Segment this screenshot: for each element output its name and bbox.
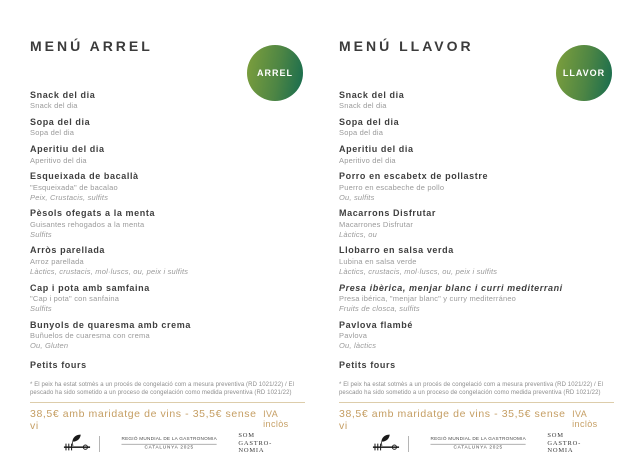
menu-column xyxy=(339,38,614,453)
logo-text xyxy=(417,436,539,451)
footnote: * El peix ha estat sotmès a un procés de congelació com a mesura preventiva (RD 1021/22) / El pescado ha sido sometido a un proceso de congelación como medida preventiva (RD 1021/22) xyxy=(30,381,295,396)
logo-divider xyxy=(99,436,100,452)
item-translation: Guisantes rehogados a la menta xyxy=(30,219,145,229)
item-name: Sopa del dia xyxy=(339,117,400,128)
menu-item xyxy=(30,245,305,276)
item-allergens: Fruits de closca, sulfits xyxy=(339,303,420,313)
item-allergens: Sulfits xyxy=(30,229,52,239)
logo-line2: CATALUNYA 2025 xyxy=(121,444,217,450)
item-allergens: Làctics, ou xyxy=(339,229,378,239)
menu-title: MENÚ LLAVOR xyxy=(339,38,474,54)
item-translation: "Esqueixada" de bacalao xyxy=(30,182,118,192)
menu-badge-label: ARREL xyxy=(257,68,293,78)
item-name: Pavlova flambé xyxy=(339,319,413,330)
item-name: Porro en escabetx de pollastre xyxy=(339,171,489,182)
item-name: Arròs parellada xyxy=(30,245,106,256)
item-name: Aperitiu del dia xyxy=(30,144,105,155)
item-allergens: Ou, sulfits xyxy=(339,192,375,202)
menu-item xyxy=(339,208,614,239)
menu-item xyxy=(339,320,614,351)
item-translation: Sopa del dia xyxy=(30,128,75,138)
menu-item xyxy=(30,360,305,371)
item-name: Pèsols ofegats a la menta xyxy=(30,208,156,219)
logo-line2: CATALUNYA 2025 xyxy=(430,444,526,450)
item-translation: Buñuelos de cuaresma con crema xyxy=(30,330,150,340)
item-name: Aperitiu del dia xyxy=(339,144,414,155)
fork-leaf-logo-icon xyxy=(63,433,91,453)
menu-badge xyxy=(556,45,612,101)
item-translation: Pavlova xyxy=(339,330,368,340)
menu-item xyxy=(339,245,614,276)
menu-items xyxy=(339,90,614,377)
footer-logos xyxy=(30,432,305,453)
menu-title: MENÚ ARREL xyxy=(30,38,153,54)
menu-column xyxy=(30,38,305,453)
item-name: Esqueixada de bacallà xyxy=(30,171,139,182)
menu-item xyxy=(30,171,305,202)
logo-line1: REGIÓ MUNDIAL DE LA GASTRONOMIA xyxy=(121,436,217,442)
menu-item xyxy=(30,117,305,138)
som-gastronomia-wordmark: SOM GASTRO- NOMIA xyxy=(238,432,273,453)
item-translation: Macarrones Disfrutar xyxy=(339,219,414,229)
item-name: Presa ibèrica, menjar blanc i curri mediterrani xyxy=(339,282,563,293)
item-allergens: Làctics, crustacis, mol·luscs, ou, peix i sulfits xyxy=(30,266,189,276)
footer-logos xyxy=(339,432,614,453)
logo-line1: REGIÓ MUNDIAL DE LA GASTRONOMIA xyxy=(430,436,526,442)
item-allergens: Sulfits xyxy=(30,303,52,313)
item-allergens: Ou, Gluten xyxy=(30,340,69,350)
vat-note: IVA inclòs xyxy=(572,409,598,430)
price-separator xyxy=(339,402,614,403)
menu-item xyxy=(339,117,614,138)
menu-badge-label: LLAVOR xyxy=(562,68,606,78)
item-allergens: Làctics, crustacis, mol·luscs, ou, peix i sulfits xyxy=(339,266,498,276)
menu-badge xyxy=(247,45,303,101)
vat-note: IVA inclòs xyxy=(263,409,289,430)
item-translation: Aperitivo del dia xyxy=(30,155,87,165)
item-name: Cap i pota amb samfaina xyxy=(30,282,150,293)
item-translation: Arroz parellada xyxy=(30,256,84,266)
menu-item xyxy=(339,360,614,371)
menu-item xyxy=(339,283,614,314)
menu-item xyxy=(30,144,305,165)
item-translation: Sopa del dia xyxy=(339,128,384,138)
item-translation: Presa ibérica, "menjar blanc" y curry mediterráneo xyxy=(339,293,517,303)
item-allergens: Peix, Crustacis, sulfits xyxy=(30,192,109,202)
price-row xyxy=(30,408,305,432)
item-name: Snack del dia xyxy=(30,90,96,100)
item-allergens: Ou, làctics xyxy=(339,340,377,350)
menu-item xyxy=(30,283,305,314)
menu-item xyxy=(339,171,614,202)
logo-divider xyxy=(408,436,409,452)
item-translation: Snack del dia xyxy=(339,101,387,111)
item-translation: Snack del dia xyxy=(30,101,78,111)
item-name: Macarrons Disfrutar xyxy=(339,208,436,219)
footnote: * El peix ha estat sotmès a un procés de congelació com a mesura preventiva (RD 1021/22) / El pescado ha sido sometido a un proceso de congelación como medida preventiva (RD 1021/22) xyxy=(339,381,604,396)
item-name: Llobarro en salsa verda xyxy=(339,245,454,256)
menu-item xyxy=(339,144,614,165)
price-line: 38,5€ amb maridatge de vins - 35,5€ sense vi xyxy=(30,408,257,433)
item-name: Bunyols de quaresma amb crema xyxy=(30,319,191,330)
item-translation: Lubina en salsa verde xyxy=(339,256,417,266)
price-line: 38,5€ amb maridatge de vins - 35,5€ sense vi xyxy=(339,408,566,433)
item-translation: Puerro en escabeche de pollo xyxy=(339,182,445,192)
item-name: Sopa del dia xyxy=(30,117,91,128)
item-name: Snack del dia xyxy=(339,90,405,100)
menu-item xyxy=(30,208,305,239)
price-separator xyxy=(30,402,305,403)
item-name: Petits fours xyxy=(30,359,87,370)
item-translation: Aperitivo del dia xyxy=(339,155,396,165)
menu-item xyxy=(30,320,305,351)
logo-text xyxy=(108,436,230,451)
menu-items xyxy=(30,90,305,377)
item-translation: "Cap i pota" con sanfaina xyxy=(30,293,120,303)
price-row xyxy=(339,408,614,432)
som-gastronomia-wordmark: SOM GASTRO- NOMIA xyxy=(547,432,582,453)
item-name: Petits fours xyxy=(339,359,396,370)
fork-leaf-logo-icon xyxy=(372,433,400,453)
